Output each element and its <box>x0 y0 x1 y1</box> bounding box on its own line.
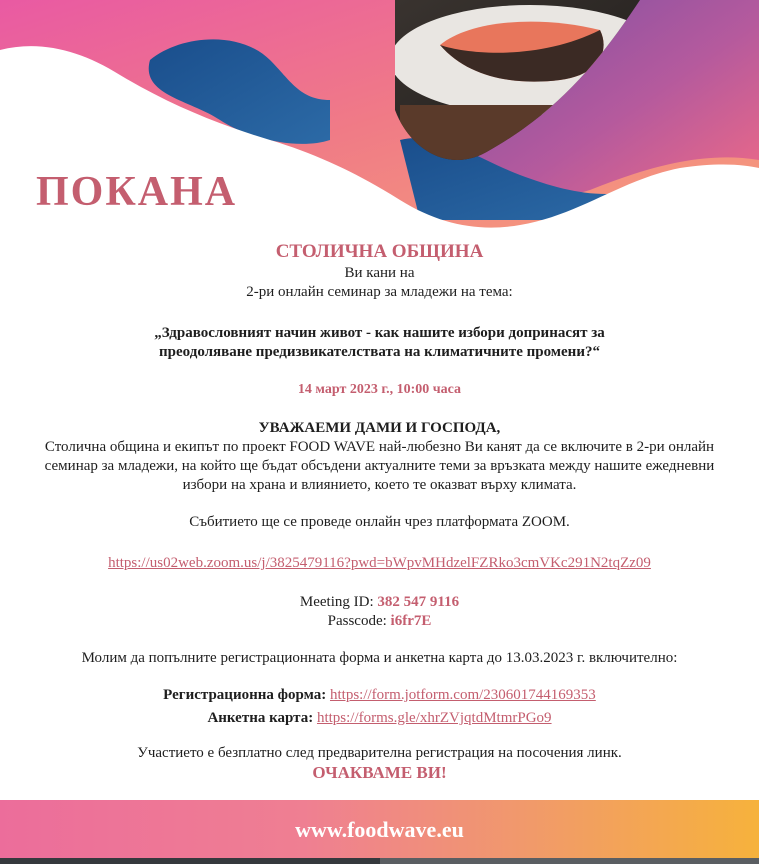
registration-form-row <box>0 686 759 705</box>
survey-link[interactable]: https://forms.gle/xhrZVjqtdMtmrPGo9 <box>316 710 552 726</box>
survey-row <box>0 709 759 728</box>
letter-body: Столична община и екипът по проект FOOD WAVE най-любезно Ви канят да се включите в 2-ри онлайн семинар за младежи, на който ще бъдат обсъдени актуалните теми за връзката между нашите ежедневни избори на храна и влиянието, което те оказват върху климата. <box>44 439 715 493</box>
registration-form-label: Регистрационна форма: <box>163 687 327 703</box>
event-description: 2-ри онлайн семинар за младежи на тема: <box>246 284 513 300</box>
zoom-link[interactable]: https://us02web.zoom.us/j/3825479116?pwd=bWpvMHdzelFZRko3cmVKc291N2tqZz09 <box>108 555 651 571</box>
platform-note: Събитието ще се проведе онлайн чрез платформата ZOOM. <box>189 514 570 530</box>
registration-request: Молим да попълните регистрационната форма и анкетна карта до 13.03.2023 г. включително: <box>81 650 678 666</box>
event-date: 14 март 2023 г., 10:00 часа <box>297 382 462 397</box>
footer-website[interactable]: www.foodwave.eu <box>295 817 464 842</box>
meeting-id-label: Meeting ID: <box>299 594 374 610</box>
horizontal-scrollbar[interactable] <box>0 858 759 864</box>
invites-text: Ви кани на <box>344 265 415 281</box>
page-title: ПОКАНА <box>36 169 238 215</box>
closing-expect: ОЧАКВАМЕ ВИ! <box>312 763 447 782</box>
invitation-content <box>0 240 759 782</box>
participation-note: Участието е безплатно след предварителна регистрация на посочения линк. <box>137 745 622 761</box>
greeting: УВАЖАЕМИ ДАМИ И ГОСПОДА, <box>258 420 501 436</box>
organizer-name: СТОЛИЧНА ОБЩИНА <box>275 241 484 262</box>
topic-line-1: „Здравословният начин живот - как нашите избори допринасят за <box>154 325 605 341</box>
passcode-value: i6fr7E <box>390 613 432 629</box>
scrollbar-thumb[interactable] <box>380 858 759 864</box>
passcode-label: Passcode: <box>327 613 387 629</box>
footer-banner <box>0 800 759 864</box>
survey-label: Анкетна карта: <box>207 710 314 726</box>
meeting-id-value: 382 547 9116 <box>377 594 460 610</box>
passcode-row <box>0 612 759 631</box>
registration-form-link[interactable]: https://form.jotform.com/230601744169353 <box>329 687 596 703</box>
seminar-topic <box>0 324 759 362</box>
meeting-id-row <box>0 593 759 612</box>
topic-line-2: преодоляване предизвикателствата на климатичните промени?“ <box>159 344 600 360</box>
zoom-link-row <box>0 554 759 573</box>
